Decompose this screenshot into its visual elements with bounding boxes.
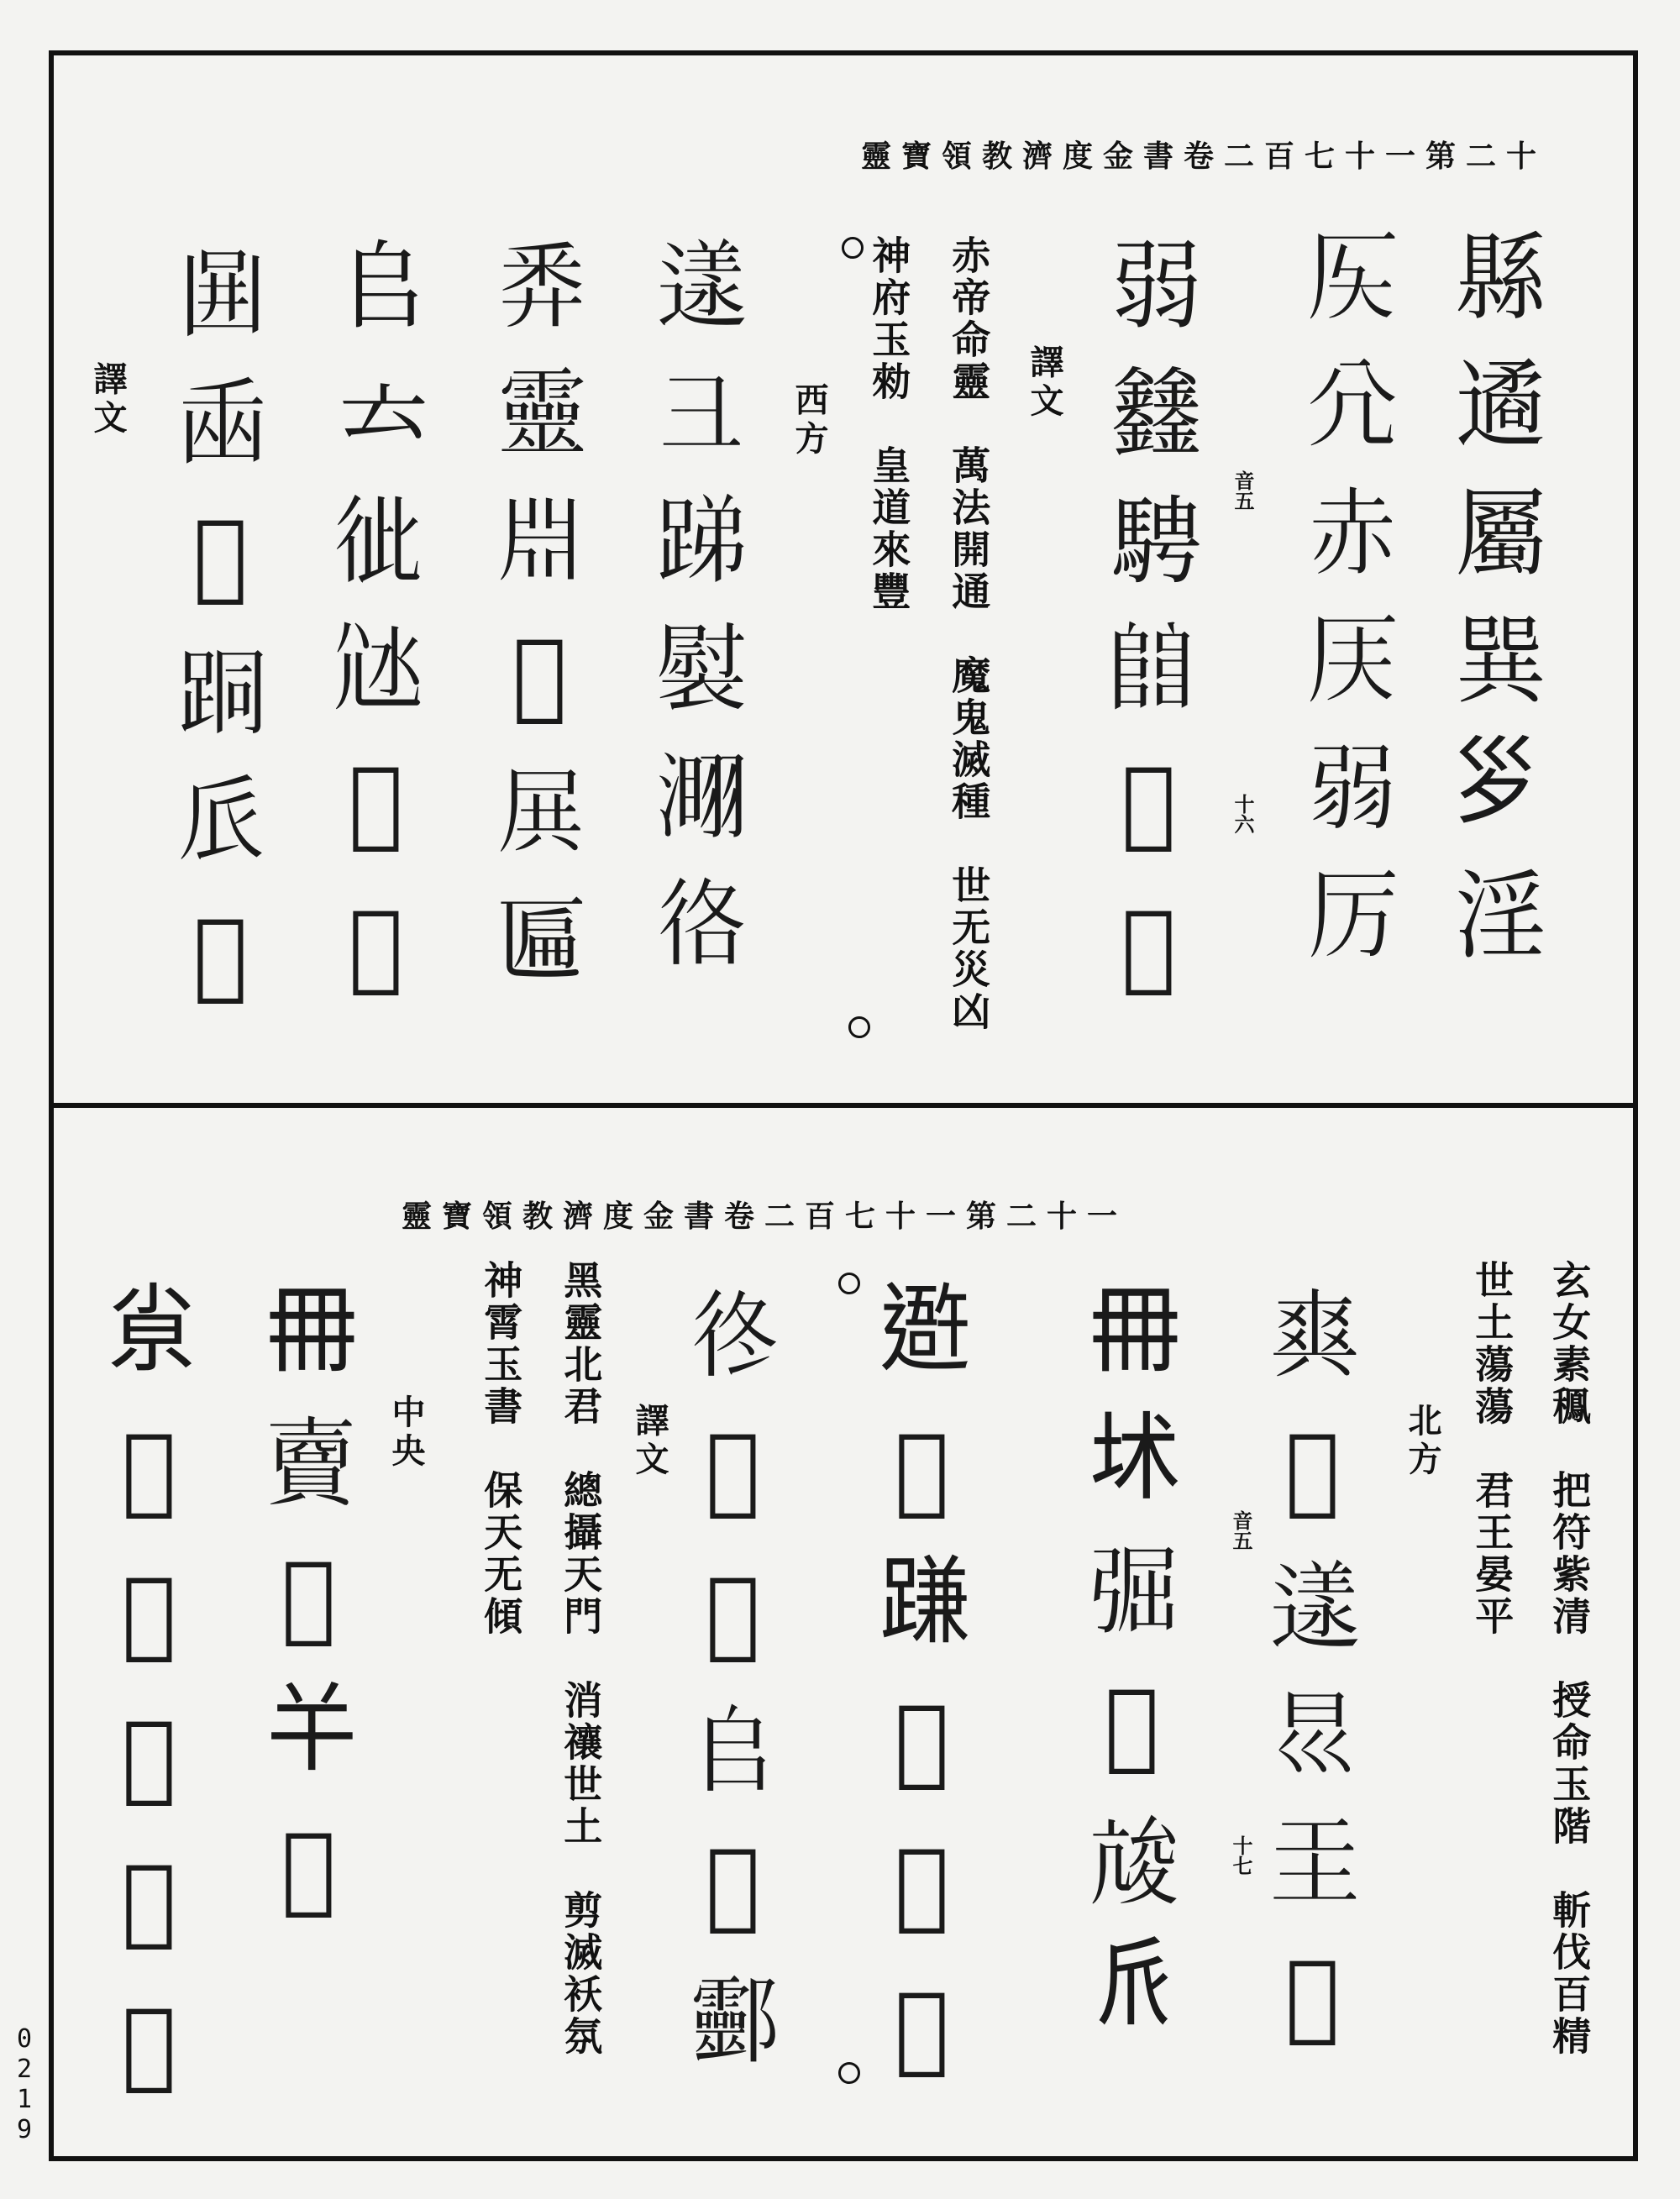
upper-seal-col-3: 弱𨰻騁𨺅𣲞𡉑 (1095, 235, 1202, 1033)
lower-seal-col-3: 𨖍𨼧𨃰𣶅𦡔𢏸 (869, 1285, 975, 2115)
lower-header-text: 靈寶領教濟度金書卷二百七十一第二十一 (402, 1199, 1128, 1234)
upper-note-top: 音五 (1231, 470, 1255, 511)
upper-seal-col-2: 𠨮𡯂赤𠨶弱厉 (1297, 227, 1404, 993)
lower-circle-mark-1 (838, 1273, 860, 1294)
lower-seal-col-1: 𤕤𨆻𨖌𡿯𡉐𠊽 (1259, 1285, 1366, 2083)
page-number (12, 2024, 37, 2145)
upper-trans-label: 譯文 (1025, 344, 1064, 422)
upper-seal-col-4: 𨖌彐𨁃褽𣻫𢓜 (646, 235, 753, 1001)
lower-seal-col-4: 𢓘𢉹𤟁𠂤𨂼𨟯 (680, 1285, 786, 2099)
upper-circle-mark-1 (842, 237, 864, 259)
upper-note-mid: 十六 (1231, 794, 1255, 834)
section-divider (49, 1103, 1638, 1108)
lower-circle-mark-2 (838, 2062, 860, 2084)
page-number-digit: 9 (16, 2115, 33, 2144)
upper-seal-col-6: 𠂤𠫓𢓗𡯑𠨲𠨳 (323, 235, 429, 1033)
upper-seal-col-1: 縣遹屬巽𡿪淫 (1440, 227, 1546, 993)
lower-note-mid: 十七 (1229, 1835, 1253, 1876)
lower-seal-col-5: 𠕋𧷗𠂭𢆉𤽈 (255, 1285, 362, 1955)
lower-trans-col-3: 黑靈北君 總攝天門 消禳世土 剪滅袄氛 (558, 1260, 604, 2058)
upper-trans-col-1: 赤帝命靈 萬法開通 魔鬼滅種 世无災凶 (946, 235, 992, 1033)
lower-header (402, 1193, 1127, 1236)
upper-trans-label-2: 譯文 (88, 361, 128, 438)
upper-direction: 西方 (790, 382, 829, 459)
upper-circle-mark-2 (848, 1016, 870, 1038)
lower-direction-2: 中央 (386, 1394, 426, 1472)
lower-trans-col-2: 世土蕩蕩 君王晏平 (1469, 1260, 1515, 1638)
lower-direction: 北方 (1403, 1403, 1442, 1480)
lower-seal-col-2: 𠕋𡊍𢏷𦆷𡕧𠂢 (1079, 1285, 1185, 2067)
upper-header (861, 133, 1546, 176)
upper-seal-col-7: 𠚎𠚏𥪝𨀜𠂢𠂬 (167, 244, 274, 1042)
page-number-digit: 1 (16, 2085, 33, 2114)
lower-seal-col-6: 𡭴𡵨𡉂𨁃𢏷𨾻 (96, 1285, 202, 2131)
page-number-digit: 2 (16, 2055, 33, 2084)
lower-note-top: 音五 (1229, 1510, 1253, 1551)
upper-header-text: 靈寶領教濟度金書卷二百七十一第二十 (861, 139, 1547, 174)
upper-seal-col-5: 𢍏靈𣶒𠏿𡱒匾 (486, 235, 593, 1017)
lower-trans-col-1: 玄女素䆇 把符紫清 授命玉階 斬伐百精 (1546, 1260, 1593, 2058)
lower-trans-col-4: 神霄玉書 保天无傾 (478, 1260, 524, 1638)
upper-trans-col-2: 神府玉勑 皇道來豐 (866, 235, 912, 613)
page-number-digit: 0 (16, 2024, 33, 2054)
lower-trans-label: 譯文 (630, 1403, 669, 1480)
